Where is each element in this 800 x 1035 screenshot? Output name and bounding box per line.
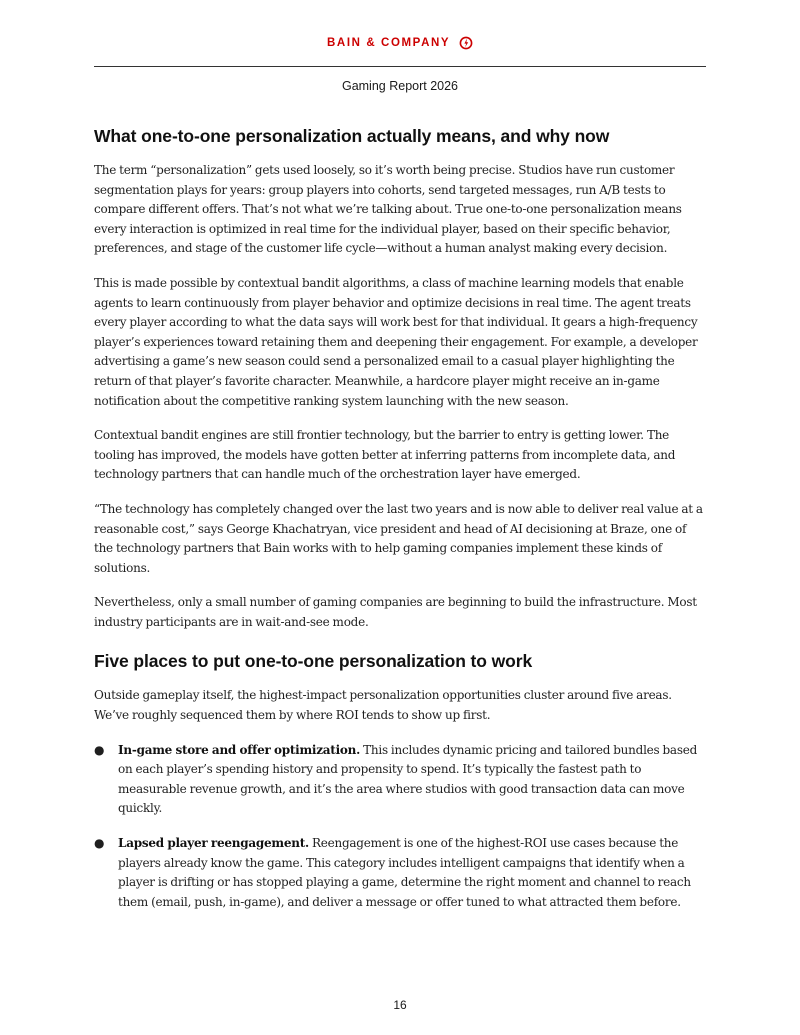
list-item-lead: Lapsed player reengagement.: [118, 836, 309, 851]
list-item-text: This includes dynamic pricing and tailored bundles based on each player’s spending history and propensity to spend. It’s typically the fastest path to measurable revenue growth, and it’s the area where studios with good transaction data can move quickly.: [118, 742, 698, 816]
body-paragraph: This is made possible by contextual bandit algorithms, a class of machine learning models that enable agents to learn continuously from player behavior and optimize decisions in real time. The agent treats every player according to what the data says will work best for that individual. It gears a high-frequency player’s experiences toward retaining them and deepening their engagement. For example, a developer advertising a game’s new season could send a personalized email to a casual player highlighting the return of that player’s favorite character. Meanwhile, a hardcore player might receive an in-game notification about the competitive ranking system launching with the new season.: [94, 275, 698, 408]
opportunity-list: [94, 741, 708, 913]
list-item: [94, 741, 708, 819]
report-title: Gaming Report 2026: [341, 79, 459, 93]
page-number: 16: [393, 998, 407, 1012]
list-item: [94, 834, 708, 912]
body-paragraph: Outside gameplay itself, the highest-impact personalization opportunities cluster around five areas. We’ve roughly sequenced them by where ROI tends to show up first.: [94, 688, 672, 723]
list-item-text: Reengagement is one of the highest-ROI use cases because the players already know the game. This category includes intelligent campaigns that identify when a player is drifting or has stopped playing a game, determine the right moment and channel to reach them (email, push, in-game), and deliver a message or offer tuned to what attracted them before.: [118, 836, 691, 909]
section-heading: What one-to-one personalization actually means, and why now: [94, 126, 610, 146]
section-five-places: [94, 649, 708, 912]
body-paragraph: Contextual bandit engines are still frontier technology, but the barrier to entry is getting lower. The tooling has improved, the models have gotten better at inferring patterns from incomplete data, and technology partners that can handle much of the orchestration layer have emerged.: [94, 428, 676, 482]
quote-paragraph: “The technology has completely changed over the last two years and is now able to deliver real value at a reasonable cost,” says George Khachatryan, vice president and head of AI decisioning at Braze, one of the technology partners that Bain works with to help gaming companies implement these kinds of solutions.: [94, 501, 703, 575]
page-content: [94, 124, 708, 927]
list-item-lead: In-game store and offer optimization.: [118, 742, 361, 757]
section-heading: Five places to put one-to-one personalization to work: [94, 651, 533, 672]
body-paragraph: Nevertheless, only a small number of gaming companies are beginning to build the infrastructure. Most industry participants are in wait-and-see mode.: [94, 595, 697, 629]
brand-name: BAIN & COMPANY: [327, 37, 451, 49]
section-personalization-meaning: [94, 124, 708, 632]
bullet-icon: ●: [94, 742, 105, 757]
header-divider: [94, 66, 706, 67]
brand-logo: [0, 36, 800, 50]
bullet-icon: ●: [94, 836, 105, 851]
body-paragraph: The term “personalization” gets used loosely, so it’s worth being precise. Studios have run customer segmentation plays for years: group players into cohorts, send targeted messages, run A/B tests to compare different offers. That’s not what we’re talking about. True one-to-one personalization means every interaction is optimized in real time for the individual player, based on their specific behavior, preferences, and stage of the customer life cycle—without a human analyst making every decision.: [94, 163, 682, 256]
bain-compass-icon: [459, 36, 473, 50]
